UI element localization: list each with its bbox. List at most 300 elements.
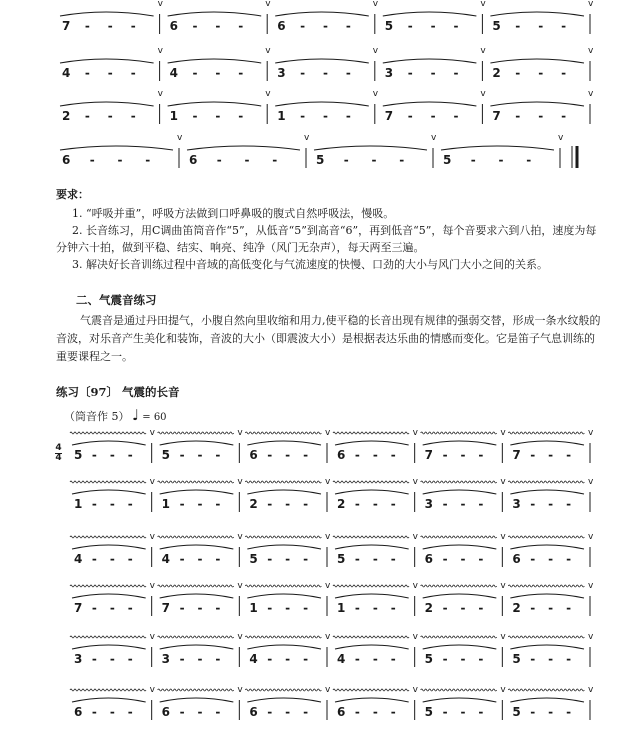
breath-mark: v [372, 89, 379, 99]
note: 5 [249, 552, 258, 566]
dash-mark: - [442, 448, 448, 462]
dash-mark: - [390, 497, 396, 511]
dash-mark: - [145, 153, 151, 167]
breath-mark: v [149, 632, 155, 642]
dash-mark: - [285, 601, 291, 615]
section-title: 二、气震音练习 [76, 293, 157, 307]
note: 7 [62, 19, 71, 33]
tie-arc [423, 698, 497, 702]
note: 5 [161, 448, 171, 462]
dash-mark: - [407, 109, 413, 123]
tie-arc [160, 490, 234, 494]
breath-mark: v [237, 632, 243, 642]
tie-arc [247, 490, 321, 494]
note: 6 [337, 448, 346, 462]
dash-mark: - [530, 497, 536, 511]
dash-mark: - [91, 601, 97, 615]
tie-arc [160, 594, 234, 598]
note: 3 [277, 66, 286, 80]
breath-mark: v [237, 428, 243, 438]
dash-mark: - [515, 66, 521, 80]
breath-mark: v [500, 632, 506, 642]
dash-mark: - [460, 652, 466, 666]
breath-mark: v [588, 632, 594, 642]
dash-mark: - [430, 109, 436, 123]
vibrato-wave [70, 536, 146, 538]
tie-arc [160, 441, 234, 445]
dash-mark: - [303, 497, 309, 511]
note: 4 [337, 652, 346, 666]
dash-mark: - [197, 448, 203, 462]
vibrato-wave [245, 481, 321, 483]
tie-arc [160, 698, 234, 702]
dash-mark: - [179, 652, 185, 666]
measure [333, 581, 419, 616]
tie-arc [510, 594, 584, 598]
dash-mark: - [548, 448, 554, 462]
dash-mark: - [109, 601, 115, 615]
measure [508, 532, 594, 567]
note: 7 [74, 601, 83, 615]
dash-mark: - [300, 109, 306, 123]
dash-mark: - [300, 19, 306, 33]
vibrato-wave [245, 432, 321, 434]
dash-mark: - [127, 705, 133, 719]
note: 6 [512, 552, 521, 566]
dash-mark: - [127, 448, 133, 462]
dash-mark: - [460, 601, 466, 615]
breath-mark: v [431, 133, 437, 143]
tie-arc [72, 594, 146, 598]
measure [508, 477, 594, 512]
dash-mark: - [390, 448, 396, 462]
dash-mark: - [179, 497, 185, 511]
vibrato-wave [508, 481, 584, 483]
breath-mark: v [500, 581, 506, 591]
measure [333, 685, 419, 720]
measure [421, 632, 507, 667]
dash-mark: - [179, 705, 185, 719]
dash-mark: - [470, 153, 476, 167]
dash-mark: - [442, 705, 448, 719]
breath-mark: v [588, 46, 594, 56]
vibrato-wave [245, 536, 321, 538]
dash-mark: - [179, 448, 185, 462]
dash-mark: - [267, 448, 273, 462]
dash-mark: - [372, 652, 378, 666]
note: 1 [277, 109, 286, 123]
dash-mark: - [107, 66, 113, 80]
note: 7 [384, 109, 394, 123]
dash-mark: - [323, 66, 328, 80]
vibrato-wave [245, 585, 321, 587]
dash-mark: - [84, 19, 90, 33]
breath-mark: v [588, 428, 594, 438]
vibrato-wave [333, 536, 409, 538]
vibrato-wave [508, 432, 584, 434]
dash-mark: - [215, 705, 221, 719]
dash-mark: - [127, 552, 133, 566]
tie-arc [335, 594, 409, 598]
vibrato-wave [421, 432, 497, 434]
measure [245, 477, 331, 512]
note: 1 [161, 497, 171, 511]
tie-arc [160, 545, 234, 549]
dash-mark: - [91, 448, 97, 462]
dash-mark: - [561, 66, 567, 80]
breath-mark: v [588, 477, 594, 487]
breath-mark: v [149, 581, 155, 591]
measure [508, 428, 594, 463]
dash-mark: - [442, 552, 448, 566]
dash-mark: - [91, 705, 97, 719]
breath-mark: v [157, 0, 163, 9]
note: 2 [512, 601, 521, 615]
tie-arc [72, 698, 146, 702]
dash-mark: - [179, 552, 185, 566]
breath-mark: v [325, 477, 331, 487]
dash-mark: - [372, 552, 378, 566]
vibrato-wave [421, 536, 497, 538]
breath-mark: v [588, 0, 594, 9]
note: 2 [492, 66, 501, 80]
note: 3 [161, 652, 171, 666]
measure [508, 632, 594, 667]
dash-mark: - [267, 652, 273, 666]
dash-mark: - [478, 448, 484, 462]
note: 5 [424, 652, 434, 666]
dash-mark: - [127, 497, 133, 511]
dash-mark: - [197, 705, 203, 719]
vibrato-wave [70, 432, 146, 434]
dash-mark: - [238, 109, 244, 123]
dash-mark: - [430, 19, 436, 33]
dash-mark: - [530, 601, 536, 615]
time-sig-bottom: 4 [55, 453, 62, 463]
dash-mark: - [442, 601, 448, 615]
note: 5 [337, 552, 346, 566]
note: 5 [443, 153, 452, 167]
note: 4 [74, 552, 83, 566]
dash-mark: - [91, 652, 97, 666]
breath-mark: v [500, 428, 506, 438]
requirement-3: 3. 解决好长音训练过程中音域的高低变化与气流速度的快慢、口劲的大小与风门大小之间的关系。 [72, 258, 548, 271]
dash-mark: - [84, 109, 90, 123]
dash-mark: - [566, 448, 572, 462]
breath-mark: v [372, 0, 379, 9]
breath-mark: v [412, 581, 418, 591]
measure [70, 532, 156, 567]
note: 4 [249, 652, 258, 666]
breath-mark: v [412, 632, 418, 642]
breath-mark: v [149, 532, 155, 542]
note: 5 [492, 19, 501, 33]
note: 1 [169, 109, 178, 123]
breath-mark: v [412, 685, 418, 695]
breath-mark: v [480, 46, 486, 56]
dash-mark: - [372, 705, 378, 719]
dash-mark: - [566, 552, 572, 566]
dash-mark: - [109, 552, 115, 566]
dash-mark: - [561, 19, 567, 33]
breath-mark: v [149, 428, 155, 438]
dash-mark: - [109, 705, 115, 719]
dash-mark: - [197, 497, 203, 511]
note: 7 [424, 448, 434, 462]
tie-arc [72, 490, 146, 494]
measure [245, 581, 331, 616]
vibrato-wave [158, 432, 234, 434]
dash-mark: - [390, 601, 396, 615]
measure [421, 532, 507, 567]
measure [421, 477, 507, 512]
note: 5 [316, 153, 325, 167]
tie-arc [247, 698, 321, 702]
tie-arc [72, 441, 146, 445]
note: 2 [249, 497, 258, 511]
requirement-2: 2. 长音练习，用C调曲笛筒音作“5”，从低音“5”到高音“6”，再到低音“5”，每个音要求六到八拍，速度为每分钟六十拍，做到平稳、结实、响亮、纯净（风门无杂声），每天两至三遍。 [56, 224, 597, 254]
dash-mark: - [538, 66, 544, 80]
requirement-1: 1. “呼吸并重”，呼吸方法做到口呼鼻吸的腹式自然呼吸法，慢吸。 [72, 207, 395, 220]
dash-mark: - [215, 448, 221, 462]
dash-mark: - [197, 552, 203, 566]
breath-mark: v [325, 428, 331, 438]
dash-mark: - [548, 601, 554, 615]
dash-mark: - [460, 552, 466, 566]
dash-mark: - [460, 705, 466, 719]
note: 1 [337, 601, 346, 615]
breath-mark: v [500, 532, 506, 542]
dash-mark: - [442, 497, 448, 511]
dash-mark: - [566, 497, 572, 511]
vibrato-wave [508, 689, 584, 691]
dash-mark: - [192, 66, 198, 80]
dash-mark: - [453, 66, 459, 80]
dash-mark: - [460, 497, 466, 511]
section-paragraph: 气震音是通过丹田提气，小腹自然向里收缩和用力,使平稳的长音出现有规律的强弱交替，形成一条水纹般的音波，对乐音产生美化和装饰，音波的大小（即震波大小）是根据表达乐曲的情感而变化。它是笛子气息训练的重要课程之一。 [56, 314, 601, 363]
dash-mark: - [530, 448, 536, 462]
dash-mark: - [407, 66, 413, 80]
vibrato-wave [70, 481, 146, 483]
vibrato-wave [333, 636, 409, 638]
dash-mark: - [130, 109, 136, 123]
vibrato-wave [70, 689, 146, 691]
vibrato-wave [421, 636, 497, 638]
breath-mark: v [412, 532, 418, 542]
dash-mark: - [238, 66, 244, 80]
dash-mark: - [107, 109, 113, 123]
dash-mark: - [107, 19, 113, 33]
dash-mark: - [127, 652, 133, 666]
dash-mark: - [354, 448, 360, 462]
quarter-note-icon: ♩ [132, 406, 140, 424]
dash-mark: - [215, 652, 221, 666]
dash-mark: - [300, 66, 306, 80]
dash-mark: - [530, 705, 536, 719]
vibrato-wave [421, 585, 497, 587]
breath-mark: v [325, 632, 331, 642]
dash-mark: - [548, 497, 554, 511]
breath-mark: v [325, 581, 331, 591]
tie-arc [510, 441, 584, 445]
dash-mark: - [244, 153, 250, 167]
vibrato-wave [333, 689, 409, 691]
tie-arc [510, 645, 584, 649]
tie-arc [247, 545, 321, 549]
time-sig-top: 4 [55, 443, 62, 453]
note: 2 [337, 497, 346, 511]
note: 6 [169, 19, 178, 33]
note: 6 [74, 705, 83, 719]
measure [421, 581, 507, 616]
note: 6 [189, 153, 198, 167]
note: 4 [169, 66, 178, 80]
breath-mark: v [588, 581, 594, 591]
dash-mark: - [390, 652, 396, 666]
dash-mark: - [345, 109, 351, 123]
dash-mark: - [216, 153, 222, 167]
measure [158, 632, 244, 667]
vibrato-wave [245, 689, 321, 691]
dash-mark: - [515, 109, 521, 123]
note: 3 [384, 66, 394, 80]
dash-mark: - [272, 153, 278, 167]
dash-mark: - [407, 19, 413, 33]
breath-mark: v [237, 581, 243, 591]
exercise-title: 练习〔97〕 气震的长音 [56, 385, 180, 399]
dash-mark: - [91, 552, 97, 566]
measure [158, 581, 244, 616]
measure [70, 581, 156, 616]
breath-mark: v [558, 133, 564, 143]
dash-mark: - [109, 448, 115, 462]
note: 4 [161, 552, 171, 566]
breath-mark: v [304, 133, 310, 143]
tie-arc [423, 490, 497, 494]
breath-mark: v [412, 428, 418, 438]
dash-mark: - [303, 552, 309, 566]
dash-mark: - [197, 601, 203, 615]
dash-mark: - [130, 66, 136, 80]
note: 6 [249, 705, 258, 719]
dash-mark: - [323, 19, 328, 33]
dash-mark: - [285, 652, 291, 666]
dash-mark: - [478, 652, 484, 666]
measure [333, 532, 419, 567]
measure [158, 428, 244, 463]
vibrato-wave [421, 481, 497, 483]
note: 5 [512, 705, 521, 719]
requirements-heading: 要求： [56, 188, 89, 201]
breath-mark: v [265, 89, 271, 99]
vibrato-wave [333, 432, 409, 434]
note: 7 [161, 601, 171, 615]
tie-arc [510, 698, 584, 702]
dash-mark: - [372, 448, 378, 462]
breath-mark: v [237, 685, 243, 695]
dash-mark: - [345, 66, 351, 80]
note: 1 [74, 497, 83, 511]
dash-mark: - [215, 497, 221, 511]
measure [70, 685, 156, 720]
dash-mark: - [538, 109, 544, 123]
dash-mark: - [478, 497, 484, 511]
vibrato-wave [158, 636, 234, 638]
dash-mark: - [530, 652, 536, 666]
breath-mark: v [480, 0, 486, 9]
measure [421, 428, 507, 463]
breath-mark: v [157, 46, 163, 56]
dash-mark: - [498, 153, 504, 167]
note: 6 [337, 705, 346, 719]
tie-arc [247, 645, 321, 649]
dash-mark: - [566, 601, 572, 615]
breath-mark: v [325, 685, 331, 695]
vibrato-wave [70, 636, 146, 638]
vibrato-wave [158, 689, 234, 691]
measure [70, 632, 156, 667]
tie-arc [510, 490, 584, 494]
breath-mark: v [149, 477, 155, 487]
tie-arc [423, 441, 497, 445]
dash-mark: - [285, 552, 291, 566]
tie-arc [423, 594, 497, 598]
breath-mark: v [177, 133, 183, 143]
dash-mark: - [91, 497, 97, 511]
note: 5 [74, 448, 83, 462]
dash-mark: - [460, 448, 466, 462]
measure [158, 477, 244, 512]
note: 6 [161, 705, 171, 719]
note: 5 [512, 652, 521, 666]
dash-mark: - [343, 153, 349, 167]
dash-mark: - [548, 652, 554, 666]
dash-mark: - [478, 601, 484, 615]
tie-arc [335, 490, 409, 494]
dash-mark: - [117, 153, 123, 167]
note: 2 [62, 109, 71, 123]
note: 6 [277, 19, 286, 33]
tie-arc [423, 645, 497, 649]
tie-arc [72, 545, 146, 549]
dash-mark: - [548, 552, 554, 566]
dash-mark: - [561, 109, 567, 123]
tie-arc [335, 545, 409, 549]
dash-mark: - [267, 497, 273, 511]
measure [421, 685, 507, 720]
note: 5 [384, 19, 394, 33]
dash-mark: - [372, 497, 378, 511]
tie-arc [72, 645, 146, 649]
dash-mark: - [89, 153, 95, 167]
dash-mark: - [453, 109, 459, 123]
measure [333, 428, 419, 463]
note: 3 [74, 652, 83, 666]
vibrato-wave [333, 585, 409, 587]
dash-mark: - [84, 66, 90, 80]
dash-mark: - [127, 601, 133, 615]
vibrato-wave [245, 636, 321, 638]
vibrato-wave [70, 585, 146, 587]
note: 7 [492, 109, 501, 123]
measure [333, 477, 419, 512]
measure [245, 685, 331, 720]
dash-mark: - [515, 19, 521, 33]
breath-mark: v [157, 89, 163, 99]
vibrato-wave [508, 536, 584, 538]
tie-arc [335, 441, 409, 445]
breath-mark: v [265, 46, 271, 56]
